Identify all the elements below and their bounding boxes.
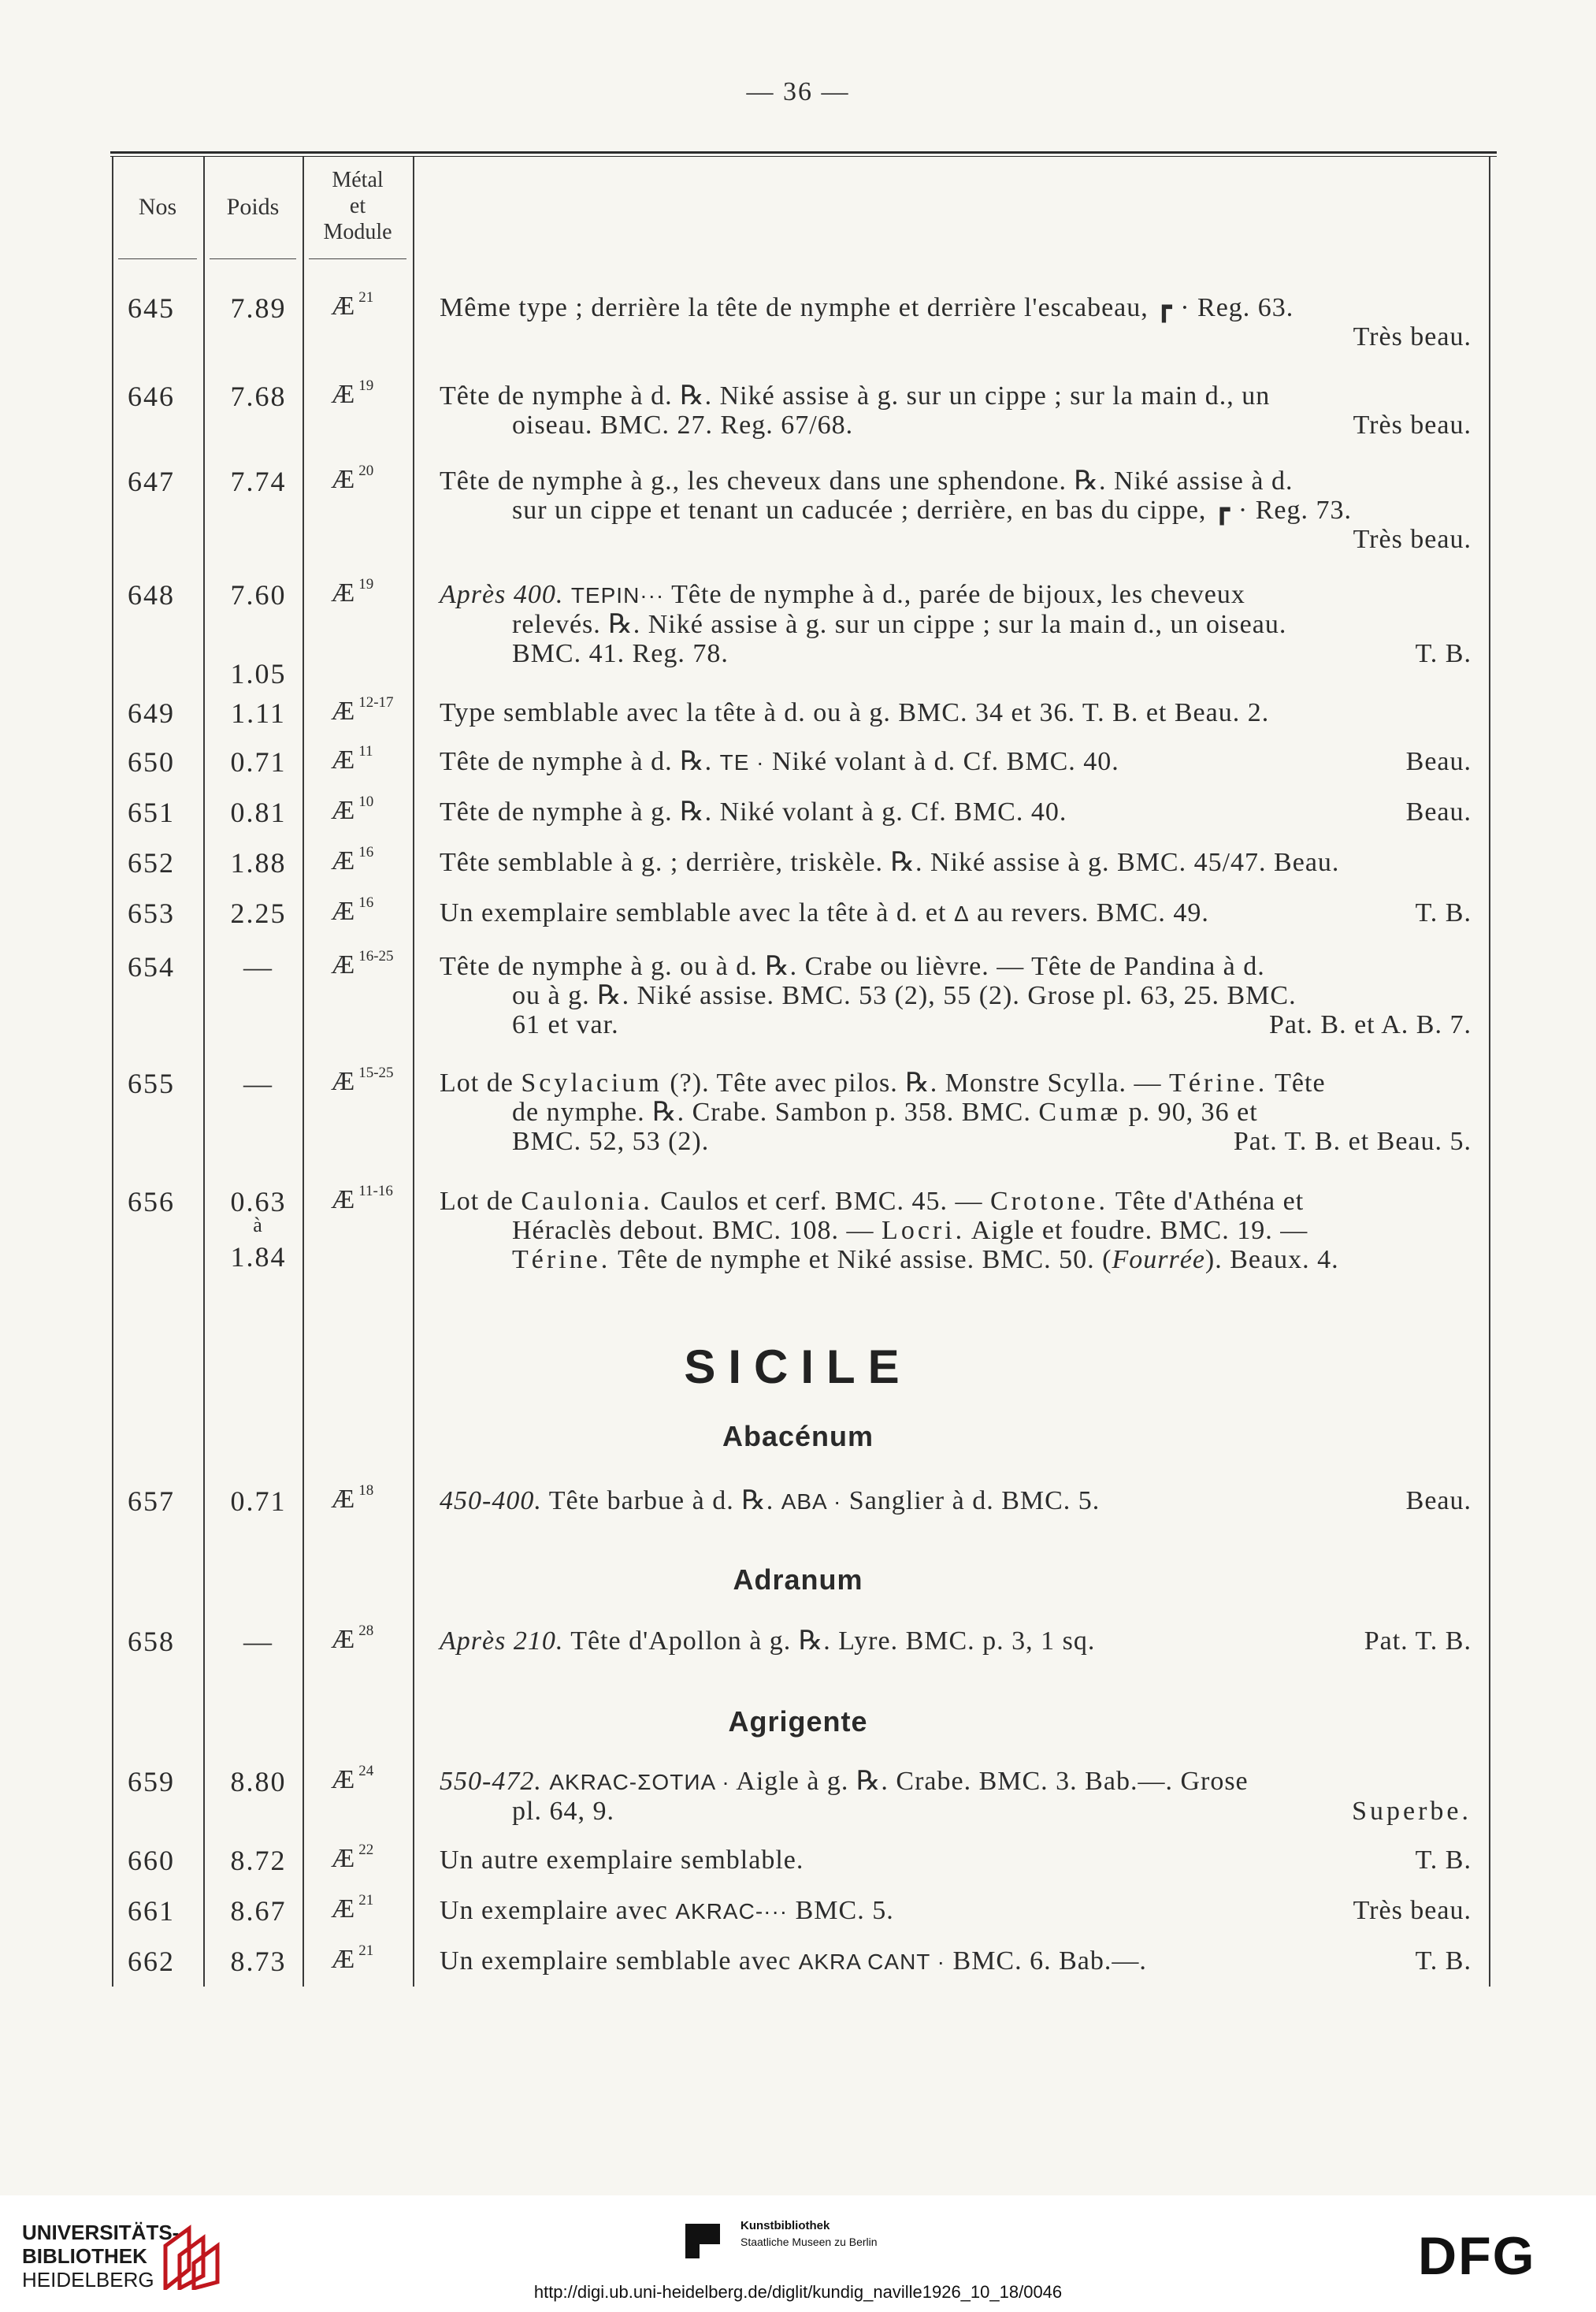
entry-description: Tête de nymphe à d. ℞. TE · Niké volant à d. Cf. BMC. 40. Beau. bbox=[440, 747, 1472, 776]
entry-number: 649 bbox=[128, 697, 175, 729]
subsection-title: Adranum bbox=[733, 1563, 863, 1596]
header-underline bbox=[210, 258, 296, 259]
entry-description: Lot de Caulonia. Caulos et cerf. BMC. 45. — Crotone. Tête d'Athéna et Héraclès debout. BMC. 108. — Locri. Aigle et foudre. BMC. 19. — Térine. Tête de nymphe et Niké assise. BMC. 50. (Fourrée). Beaux. 4. bbox=[440, 1187, 1339, 1274]
entry-metal: Æ $^{21}$ bbox=[331, 288, 374, 321]
entry-weight: 1.88 bbox=[230, 847, 287, 879]
entry-weight: 8.72 bbox=[230, 1845, 287, 1876]
entry-weight: 0.71 bbox=[230, 1485, 287, 1517]
entry-number: 651 bbox=[128, 797, 175, 828]
entry-weight: 0.63 bbox=[230, 1186, 287, 1217]
entry-weight: 8.80 bbox=[230, 1766, 287, 1797]
subsection-title: Agrigente bbox=[728, 1705, 868, 1738]
kunstbibliothek-text: Kunstbibliothek Staatliche Museen zu Berlin bbox=[740, 2219, 878, 2248]
entry-metal: Æ $^{22}$ bbox=[331, 1841, 374, 1873]
kunstbibliothek-logo-icon bbox=[677, 2216, 728, 2266]
header-underline bbox=[118, 258, 197, 259]
entry-description: 450-400. Tête barbue à d. ℞. ABA · Sanglier à d. BMC. 5. Beau. bbox=[440, 1486, 1472, 1515]
entry-weight: 1.11 bbox=[231, 697, 286, 729]
entry-number: 655 bbox=[128, 1068, 175, 1099]
entry-weight-secondary: 1.05 bbox=[230, 658, 287, 690]
table-top-rule-thin bbox=[110, 156, 1497, 157]
entry-metal: Æ $^{20}$ bbox=[331, 462, 374, 494]
entry-number: 660 bbox=[128, 1845, 175, 1876]
entry-number: 656 bbox=[128, 1186, 175, 1217]
entry-number: 652 bbox=[128, 847, 175, 879]
entry-number: 657 bbox=[128, 1485, 175, 1517]
entry-description: 550-472. AKRAC-ƩOTИA · Aigle à g. ℞. Crabe. BMC. 3. Bab.—. Grose pl. 64, 9. Superbe. bbox=[440, 1767, 1472, 1826]
entry-weight-secondary: 1.84 bbox=[230, 1241, 287, 1273]
entry-weight: 0.71 bbox=[230, 746, 287, 778]
entry-metal: Æ $^{15-25}$ bbox=[331, 1064, 394, 1096]
entry-weight: — bbox=[243, 951, 273, 983]
entry-weight: 8.67 bbox=[230, 1895, 287, 1927]
permalink-url[interactable]: http://digi.ub.uni-heidelberg.de/diglit/kundig_naville1926_10_18/0046 bbox=[533, 2282, 1063, 2302]
entry-weight: 2.25 bbox=[230, 898, 287, 929]
entry-weight: 0.81 bbox=[230, 797, 287, 828]
entry-metal: Æ $^{16-25}$ bbox=[331, 947, 394, 979]
entry-number: 662 bbox=[128, 1946, 175, 1977]
entry-description: Lot de Scylacium (?). Tête avec pilos. ℞. Monstre Scylla. — Térine. Tête de nymphe. ℞. Crabe. Sambon p. 358. BMC. Cumæ p. 90, 36 et BMC. 52, 53 (2). Pat. T. B. et Beau. 5. bbox=[440, 1069, 1472, 1156]
entry-description: Tête de nymphe à g., les cheveux dans une sphendone. ℞. Niké assise à d. sur un cippe et tenant un caducée ; derrière, en bas du cippe, ┏ · Reg. 73. Très beau. bbox=[440, 466, 1472, 554]
page-number: — 36 — bbox=[746, 77, 850, 106]
header-poids: Poids bbox=[226, 194, 280, 220]
entry-weight: 7.74 bbox=[230, 466, 287, 497]
entry-number: 647 bbox=[128, 466, 175, 497]
subsection-title: Abacénum bbox=[722, 1420, 874, 1452]
entry-number: 645 bbox=[128, 292, 175, 324]
entry-description: Même type ; derrière la tête de nymphe et derrière l'escabeau, ┏ · Reg. 63. Très beau. bbox=[440, 293, 1472, 351]
entry-metal: Æ $^{19}$ bbox=[331, 575, 374, 608]
entry-metal: Æ $^{11}$ bbox=[331, 742, 373, 775]
entry-number: 661 bbox=[128, 1895, 175, 1927]
entry-metal: Æ $^{10}$ bbox=[331, 793, 374, 825]
entry-number: 648 bbox=[128, 579, 175, 611]
dfg-logo: DFG bbox=[1418, 2226, 1536, 2286]
entry-weight: — bbox=[243, 1626, 273, 1657]
entry-description: Tête de nymphe à g. ℞. Niké volant à g. Cf. BMC. 40. Beau. bbox=[440, 797, 1472, 827]
table-top-rule bbox=[110, 151, 1497, 154]
entry-weight: 7.89 bbox=[230, 292, 287, 324]
entry-metal: Æ $^{16}$ bbox=[331, 894, 374, 926]
header-underline bbox=[309, 258, 406, 259]
entry-description: Un autre exemplaire semblable. T. B. bbox=[440, 1846, 1472, 1875]
header-metal-module: Métal et Module bbox=[323, 168, 392, 244]
entry-metal: Æ $^{19}$ bbox=[331, 377, 374, 409]
entry-weight: — bbox=[243, 1068, 273, 1099]
library-logo-icon bbox=[158, 2214, 227, 2290]
entry-description: Tête de nymphe à d. ℞. Niké assise à g. sur un cippe ; sur la main d., un oiseau. BMC. 27. Reg. 67/68. Très beau. bbox=[440, 381, 1472, 440]
entry-description: Après 400. TEPIN··· Tête de nymphe à d., parée de bijoux, les cheveux relevés. ℞. Niké assise à g. sur un cippe ; sur la main d., un oiseau. BMC. 41. Reg. 78. T. B. bbox=[440, 580, 1472, 668]
entry-metal: Æ $^{11-16}$ bbox=[331, 1182, 393, 1214]
entry-number: 659 bbox=[128, 1766, 175, 1797]
entry-metal: Æ $^{18}$ bbox=[331, 1481, 374, 1514]
entry-description: Type semblable avec la tête à d. ou à g. BMC. 34 et 36. T. B. et Beau. 2. bbox=[440, 698, 1270, 727]
entry-description: Un exemplaire avec AKRAC-··· BMC. 5. Très beau. bbox=[440, 1896, 1472, 1925]
entry-number: 653 bbox=[128, 898, 175, 929]
entry-metal: Æ $^{24}$ bbox=[331, 1762, 374, 1794]
entry-number: 646 bbox=[128, 381, 175, 412]
library-logo-text: UNIVERSITÄTS- BIBLIOTHEK HEIDELBERG bbox=[22, 2221, 180, 2292]
entry-number: 654 bbox=[128, 951, 175, 983]
entry-number: 650 bbox=[128, 746, 175, 778]
entry-description: Un exemplaire semblable avec la tête à d. et Δ au revers. BMC. 49. T. B. bbox=[440, 898, 1472, 927]
entry-metal: Æ $^{21}$ bbox=[331, 1891, 374, 1924]
viewer-footer bbox=[0, 2195, 1596, 2312]
entry-description: Un exemplaire semblable avec AKRA CANT · BMC. 6. Bab.—. T. B. bbox=[440, 1946, 1472, 1976]
entry-description: Tête de nymphe à g. ou à d. ℞. Crabe ou lièvre. — Tête de Pandina à d. ou à g. ℞. Niké assise. BMC. 53 (2), 55 (2). Grose pl. 63, 25. BMC. 61 et var. Pat. B. et A. B. 7. bbox=[440, 952, 1472, 1039]
header-nos: Nos bbox=[138, 194, 177, 220]
entry-description: Tête semblable à g. ; derrière, triskèle. ℞. Niké assise à g. BMC. 45/47. Beau. bbox=[440, 848, 1340, 877]
entry-weight: 8.73 bbox=[230, 1946, 287, 1977]
entry-description: Après 210. Tête d'Apollon à g. ℞. Lyre. BMC. p. 3, 1 sq. Pat. T. B. bbox=[440, 1626, 1472, 1656]
entry-weight: 7.60 bbox=[230, 579, 287, 611]
entry-weight: 7.68 bbox=[230, 381, 287, 412]
entry-metal: Æ $^{21}$ bbox=[331, 1942, 374, 1974]
entry-weight-range: à bbox=[253, 1214, 264, 1236]
entry-metal: Æ $^{12-17}$ bbox=[331, 693, 394, 726]
entry-metal: Æ $^{16}$ bbox=[331, 843, 374, 875]
section-title: SICILE bbox=[684, 1340, 912, 1393]
entry-metal: Æ $^{28}$ bbox=[331, 1622, 374, 1654]
entry-number: 658 bbox=[128, 1626, 175, 1657]
